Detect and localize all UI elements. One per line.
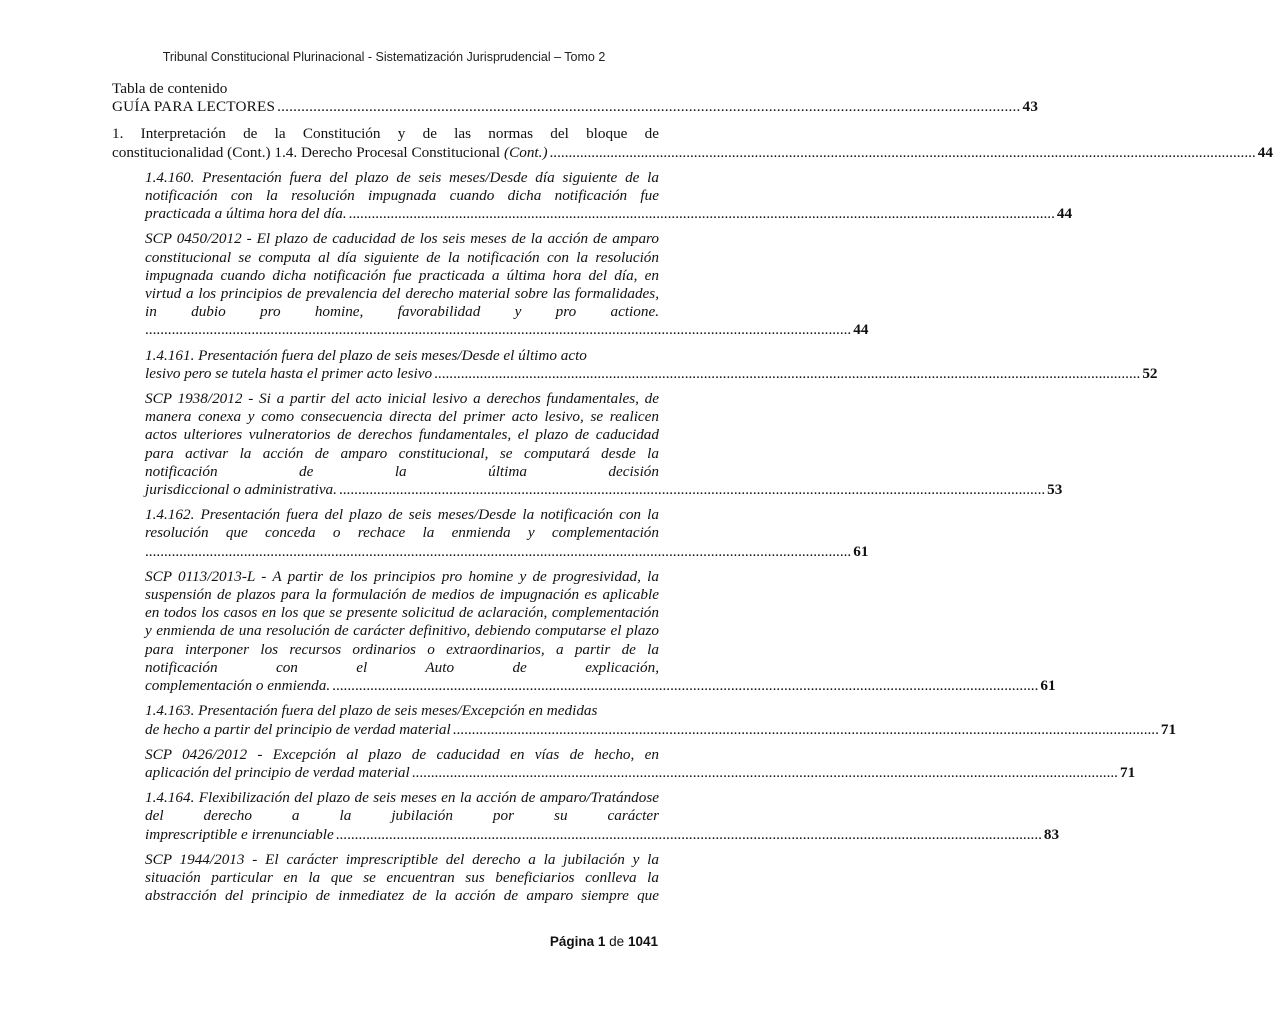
footer-of-label: de — [609, 934, 625, 949]
toc-entry-text-cont: practicada a última hora del día. — [145, 205, 347, 223]
footer-page-label: Página — [549, 934, 595, 949]
toc-entry-1-4-160[interactable] — [145, 168, 1073, 224]
toc-entry-text-cont: aplicación del principio de verdad material — [145, 763, 410, 781]
toc-page-number: 53 — [1047, 481, 1063, 499]
toc-entry-scp-1938-2012[interactable] — [145, 390, 1063, 499]
toc-entry-text: 1. Interpretación de la Constitución y de las normas del bloque de — [112, 125, 659, 143]
toc-entry-text: 1.4.163. Presentación fuera del plazo de seis meses/Excepción en medidas — [145, 702, 598, 720]
toc-page-number: 83 — [1043, 825, 1060, 843]
toc-entry-text: SCP 0113/2013-L - A partir de los principios pro homine y de progresividad, la suspensión de plazos para la formulación de medios de impugnación es aplicable en todos los casos en los que se presente solicitud de aclaración, complementación y enmienda de una resolución de carácter definitivo, debiendo computarse el plazo para interponer los recursos ordinarios o extraordinarios, a partir de la notificación con el Auto de explicación, — [145, 567, 659, 676]
toc-entry-text-cont: complementación o enmienda. — [145, 677, 331, 695]
toc-page-number: 43 — [1022, 98, 1039, 116]
toc-page-number: 71 — [1160, 720, 1177, 738]
toc-entry-scp-0426-2012[interactable] — [145, 745, 1136, 782]
footer-total-pages: 1041 — [627, 934, 658, 949]
dot-leader: .......................................................................................................................................................................................... — [338, 481, 1046, 499]
toc-entry-text: 1.4.164. Flexibilización del plazo de seis meses en la acción de amparo/Tratándose del derecho a la jubilación por su carácter — [145, 789, 659, 825]
dot-leader: .......................................................................................................................................................................................... — [348, 205, 1055, 223]
toc-entry-cont-label: (Cont.) — [504, 143, 548, 161]
toc-page-number: 44 — [1056, 205, 1073, 223]
toc-entry-text-cont: jurisdiccional o administrativa. — [145, 481, 337, 499]
toc-entry-1-4-162[interactable] — [145, 506, 869, 561]
toc-entry-text: 1.4.162. Presentación fuera del plazo de seis meses/Desde la notificación con la resolución que conceda o rechace la enmienda y complementación — [145, 506, 659, 542]
toc-entry-guia[interactable] — [112, 98, 1039, 116]
toc-entry-text: SCP 0450/2012 - El plazo de caducidad de los seis meses de la acción de amparo constitucional se computa al día siguiente de la notificación con la resolución impugnada cuando dicha notificación fue practicada a última hora del día, en virtud a los principios de prevalencia del derecho material sobre las formalidades, in dubio pro homine, favorabilidad y pro actione. — [145, 230, 659, 321]
dot-leader: .......................................................................................................................................................................................... — [335, 825, 1042, 843]
toc-entry-scp-0450-2012[interactable] — [145, 230, 869, 339]
toc-page-number: 71 — [1119, 763, 1136, 781]
toc-page-number: 61 — [853, 542, 869, 560]
toc-entry-text-cont: de hecho a partir del principio de verdad material — [145, 720, 451, 738]
toc-entry-1-4-164[interactable] — [145, 789, 1060, 844]
toc-entry-scp-0113-2013-l[interactable] — [145, 567, 1056, 695]
toc-entry-text-cont: imprescriptible e irrenunciable — [145, 825, 334, 843]
toc-entry-1-4-161[interactable] — [145, 346, 1158, 383]
footer-current-page: 1 — [597, 934, 606, 949]
toc-entry-text: SCP 0426/2012 - Excepción al plazo de caducidad en vías de hecho, en — [145, 745, 659, 763]
dot-leader: .......................................................................................................................................................................................... — [452, 720, 1159, 738]
toc-entry-text: GUÍA PARA LECTORES — [112, 98, 276, 116]
dot-leader: .......................................................................................................................................................................................... — [411, 763, 1118, 781]
toc-page-number: 61 — [1040, 677, 1056, 695]
toc-entry-text-cont: constitucionalidad (Cont.) 1.4. Derecho Procesal Constitucional — [112, 143, 501, 161]
dot-leader: .......................................................................................................................................................................................... — [332, 677, 1039, 695]
dot-leader: .......................................................................................................................................................................................... — [145, 321, 852, 339]
toc-entry-1-4-163[interactable] — [145, 702, 1177, 738]
dot-leader: .......................................................................................................................................................................................... — [549, 143, 1256, 161]
toc-page-number: 44 — [853, 321, 869, 339]
toc-entry-text: SCP 1938/2012 - Si a partir del acto inicial lesivo a derechos fundamentales, de manera conexa y como consecuencia directa del primer acto lesivo, se realicen actos ulteriores vulneratorios de derechos fundamentales, el plazo de caducidad para activar la acción de amparo constitucional, se computará desde la notificación de la última decisión — [145, 390, 659, 480]
toc-entry-scp-1944-2013[interactable] — [145, 851, 659, 906]
toc-entry-text: 1.4.161. Presentación fuera del plazo de seis meses/Desde el último acto — [145, 346, 587, 364]
dot-leader: .......................................................................................................................................................................................... — [434, 364, 1141, 382]
dot-leader: .......................................................................................................................................................................................... — [145, 542, 852, 560]
toc-entry-text: 1.4.160. Presentación fuera del plazo de seis meses/Desde día siguiente de la notificación con la resolución impugnada cuando dicha notificación fue — [145, 168, 659, 205]
toc-page-number: 52 — [1142, 364, 1158, 382]
toc-title: Tabla de contenido — [112, 80, 228, 97]
toc-page-number: 44 — [1257, 143, 1273, 161]
toc-entry-chapter-1[interactable] — [112, 125, 1273, 161]
toc-entry-text-cont: lesivo pero se tutela hasta el primer acto lesivo — [145, 364, 433, 382]
dot-leader: .......................................................................................................................................................................................... — [277, 98, 1021, 116]
toc-entry-text: SCP 1944/2013 - El carácter imprescriptible del derecho a la jubilación y la situación particular en la que se encuentran sus beneficiarios conlleva la abstracción del principio de inmediatez de la acción de amparo siempre que — [145, 850, 659, 905]
table-of-contents — [112, 80, 1273, 912]
page-footer — [550, 934, 658, 949]
running-header: Tribunal Constitucional Plurinacional - Sistematización Jurisprudencial – Tomo 2 — [162, 50, 606, 64]
